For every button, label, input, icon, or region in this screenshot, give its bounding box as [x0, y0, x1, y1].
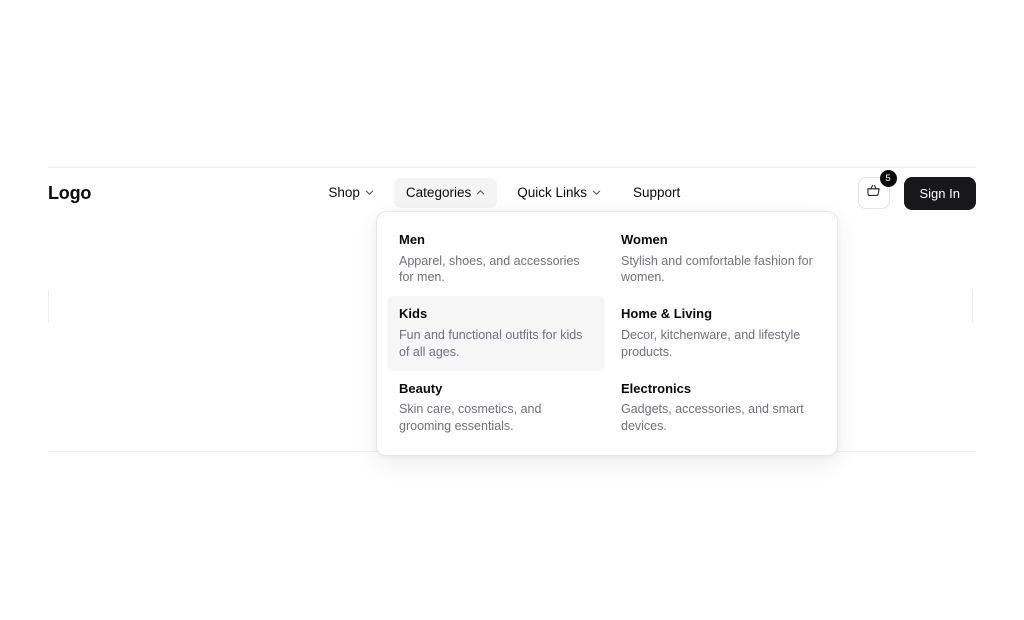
- menu-item-men[interactable]: [387, 222, 605, 296]
- menu-item-title: Beauty: [399, 380, 443, 396]
- menu-item-home-and-living[interactable]: [609, 296, 827, 370]
- menu-item-title: Women: [621, 232, 668, 247]
- menu-item-description: Stylish and comfortable fashion for women.: [621, 253, 813, 285]
- nav-item-categories[interactable]: [394, 178, 497, 208]
- cart-button[interactable]: [858, 173, 891, 209]
- menu-item-title: Kids: [399, 306, 428, 322]
- nav-item-label: Support: [633, 185, 681, 201]
- menu-item-electronics[interactable]: [609, 371, 827, 445]
- guide-line-right: [972, 290, 973, 322]
- menu-item-description: Skin care, cosmetics, and grooming essentials.: [399, 402, 542, 434]
- logo[interactable]: Logo: [48, 182, 92, 203]
- menu-item-title: Electronics: [621, 380, 692, 396]
- nav-item-shop[interactable]: [316, 178, 386, 208]
- cart-badge: 5: [880, 170, 897, 187]
- main-nav: [256, 178, 692, 208]
- menu-item-description: Fun and functional outfits for kids of all ages.: [399, 327, 583, 359]
- menu-item-title: Men: [399, 232, 425, 247]
- header-actions: [858, 173, 976, 210]
- menu-item-kids[interactable]: [387, 296, 605, 370]
- menu-item-description: Gadgets, accessories, and smart devices.: [621, 402, 804, 434]
- categories-dropdown-panel: [376, 211, 838, 456]
- chevron-up-icon: [476, 188, 485, 197]
- nav-item-label: Categories: [405, 185, 472, 201]
- menu-item-women[interactable]: [609, 222, 827, 296]
- shopping-basket-icon: [866, 183, 881, 203]
- nav-item-support[interactable]: [621, 178, 692, 208]
- chevron-down-icon: [592, 188, 601, 197]
- nav-item-label: Shop: [328, 185, 360, 201]
- chevron-down-icon: [365, 188, 374, 197]
- menu-item-description: Apparel, shoes, and accessories for men.: [399, 253, 580, 285]
- guide-line-left: [48, 290, 49, 322]
- nav-item-label: Quick Links: [517, 185, 587, 201]
- menu-item-beauty[interactable]: [387, 371, 605, 445]
- menu-item-description: Decor, kitchenware, and lifestyle products.: [621, 327, 801, 359]
- sign-in-button[interactable]: Sign In: [904, 177, 976, 210]
- nav-item-quick-links[interactable]: [505, 178, 613, 208]
- menu-item-title: Home & Living: [621, 306, 713, 322]
